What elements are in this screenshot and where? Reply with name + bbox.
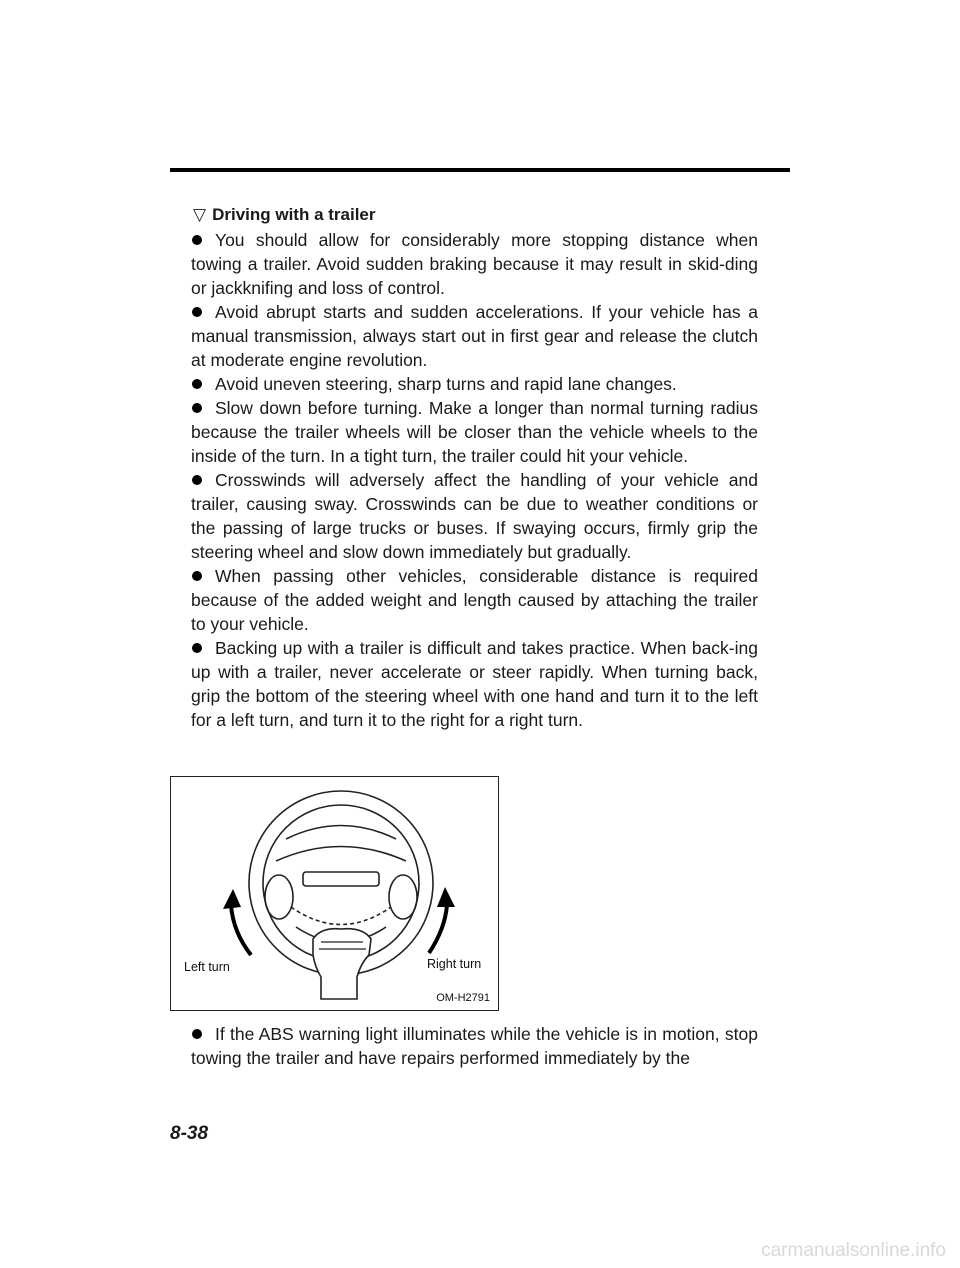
right-turn-label: Right turn bbox=[427, 957, 482, 971]
figure-code: OM-H2791 bbox=[436, 992, 490, 1004]
left-turn-arrow bbox=[231, 905, 251, 955]
bullet-item: When passing other vehicles, considerable distance is required because of the added weight and length caused by attaching the trailer to your vehicle. bbox=[191, 566, 758, 634]
bullet-item: You should allow for considerably more stopping distance when towing a trailer. Avoid sudden braking because it may result in skid-ding or jackknifing and loss of control. bbox=[191, 230, 758, 298]
bullet-icon bbox=[191, 564, 215, 588]
bullet-item: Avoid abrupt starts and sudden accelerations. If your vehicle has a manual transmission, always start out in first gear and release the clutch at moderate engine revolution. bbox=[191, 302, 758, 370]
bullet-item: Crosswinds will adversely affect the handling of your vehicle and trailer, causing sway. Crosswinds can be due to weather conditions or the passing of large trucks or buses. If swaying occurs, firmly grip the steering wheel and slow down immediately but gradually. bbox=[191, 470, 758, 562]
bullet-icon bbox=[191, 372, 215, 396]
right-arrow-head bbox=[437, 887, 455, 907]
left-spoke-pad bbox=[265, 875, 293, 919]
hand-drawing bbox=[313, 929, 371, 999]
left-turn-label: Left turn bbox=[184, 960, 230, 974]
section-heading bbox=[193, 204, 376, 226]
steering-wheel-figure bbox=[170, 776, 499, 1011]
watermark: carmanualsonline.info bbox=[761, 1240, 946, 1261]
bullet-item: Avoid uneven steering, sharp turns and rapid lane changes. bbox=[191, 372, 758, 396]
left-arrow-head bbox=[223, 889, 241, 909]
right-turn-arrow bbox=[429, 905, 447, 953]
bullet-icon bbox=[191, 636, 215, 660]
steering-wheel-illustration bbox=[171, 777, 500, 1012]
bullet-item: If the ABS warning light illuminates while the vehicle is in motion, stop towing the trailer and have repairs performed immediately by the bbox=[191, 1024, 758, 1068]
bullet-icon bbox=[191, 468, 215, 492]
continued-bullet bbox=[191, 1022, 758, 1070]
bullet-icon bbox=[191, 300, 215, 324]
section-title: Driving with a trailer bbox=[212, 205, 376, 224]
bullet-icon bbox=[191, 396, 215, 420]
bullet-item: Slow down before turning. Make a longer than normal turning radius because the trailer wheels will be closer than the vehicle wheels to the inside of the turn. In a tight turn, the trailer could hit your vehicle. bbox=[191, 398, 758, 466]
bullet-item: Backing up with a trailer is difficult and takes practice. When back-ing up with a trailer, never accelerate or steer rapidly. When turning back, grip the bottom of the steering wheel with one hand and turn it to the left for a left turn, and turn it to the right for a right turn. bbox=[191, 638, 758, 730]
hub-arc bbox=[286, 826, 396, 840]
triangle-icon: ▽ bbox=[193, 205, 207, 224]
bullet-icon bbox=[191, 228, 215, 252]
bullet-list bbox=[191, 228, 758, 732]
right-spoke-pad bbox=[389, 875, 417, 919]
page-number: 8-38 bbox=[170, 1123, 209, 1144]
horn-pad bbox=[303, 872, 379, 886]
top-rule bbox=[170, 168, 790, 172]
bullet-icon bbox=[191, 1022, 215, 1046]
